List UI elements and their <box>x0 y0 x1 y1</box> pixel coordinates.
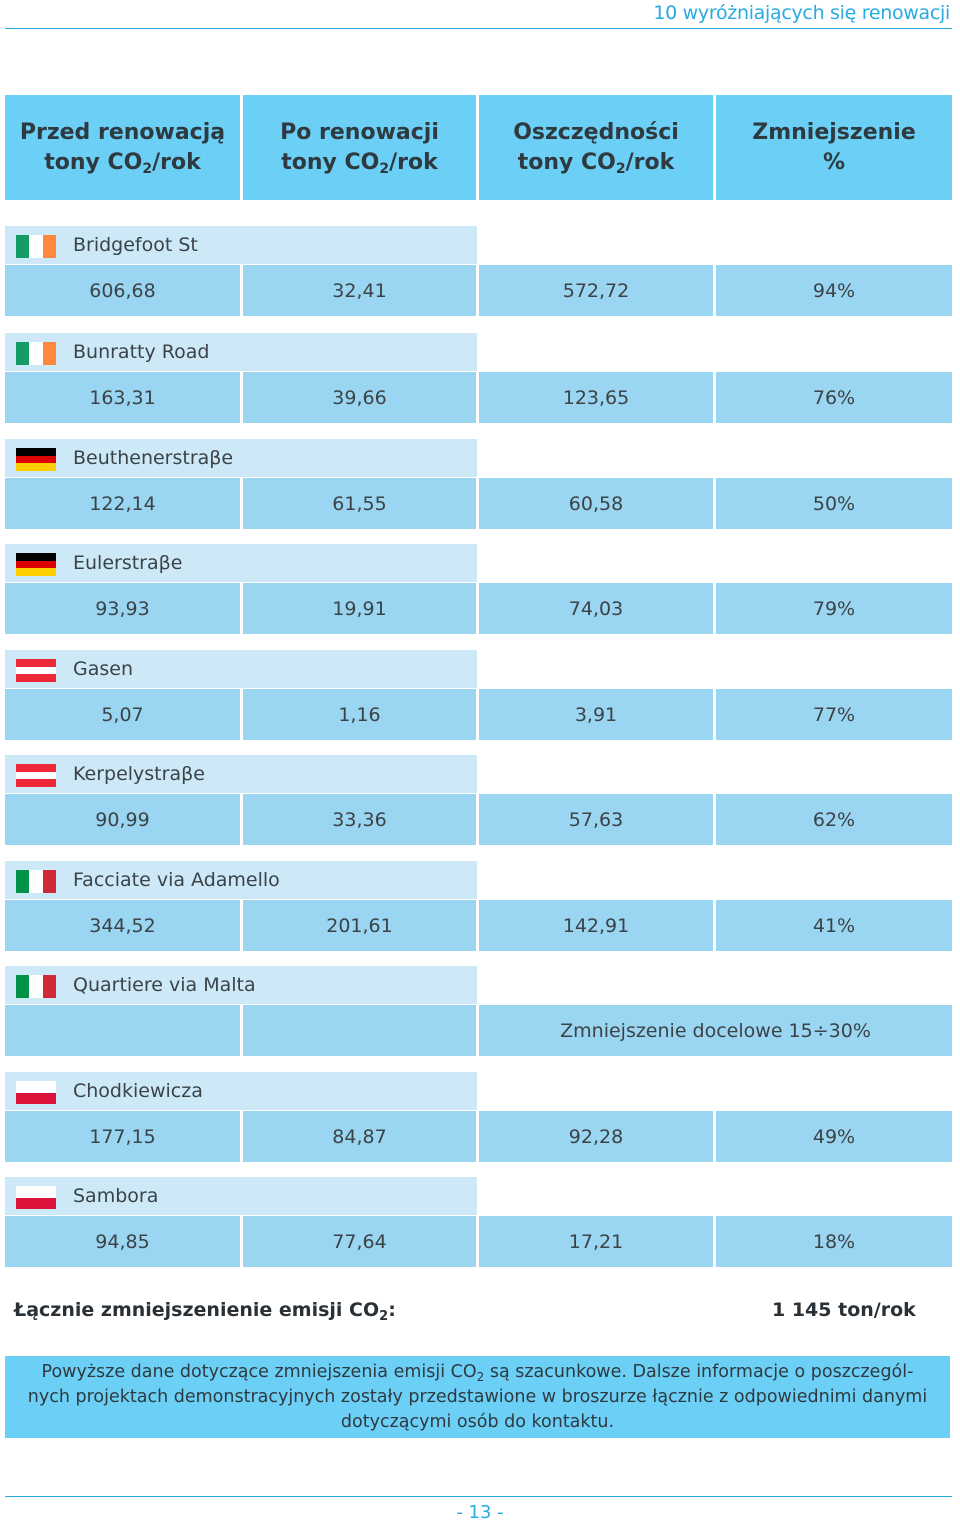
value-reduction: 18% <box>716 1216 952 1267</box>
value-before: 177,15 <box>5 1111 240 1162</box>
project-name-bar <box>5 226 477 264</box>
project-name-bar <box>5 1072 477 1110</box>
column-header-line2: tony $CO_2$/rok <box>44 149 201 177</box>
project-name: Quartiere via Malta <box>73 974 256 996</box>
value-savings: 142,91 <box>479 900 713 951</box>
table-row <box>5 755 952 845</box>
project-name: Gasen <box>73 658 133 680</box>
germany-flag <box>16 553 56 576</box>
column-header-line1: Zmniejszenie <box>752 119 916 145</box>
value-before: 5,07 <box>5 689 240 740</box>
value-before: 122,14 <box>5 478 240 529</box>
value-savings: 123,65 <box>479 372 713 423</box>
value-before: 606,68 <box>5 265 240 316</box>
table-row <box>5 966 952 1056</box>
project-name-bar <box>5 1177 477 1215</box>
value-before: 163,31 <box>5 372 240 423</box>
column-header-line1: Po renowacji <box>280 119 439 145</box>
value-reduction: 50% <box>716 478 952 529</box>
value-savings: 60,58 <box>479 478 713 529</box>
table-row <box>5 861 952 951</box>
value-after: 84,87 <box>243 1111 476 1162</box>
project-name: Bunratty Road <box>73 341 210 363</box>
project-name-bar <box>5 439 477 477</box>
table-row <box>5 1072 952 1162</box>
ireland-flag <box>16 235 56 258</box>
project-name: Sambora <box>73 1185 159 1207</box>
column-header <box>243 95 476 200</box>
column-header <box>479 95 713 200</box>
italy-flag <box>16 870 56 893</box>
project-name-bar <box>5 861 477 899</box>
value-reduction: 49% <box>716 1111 952 1162</box>
poland-flag <box>16 1081 56 1104</box>
value-savings: 57,63 <box>479 794 713 845</box>
empty-cell <box>243 1005 476 1056</box>
value-after: 39,66 <box>243 372 476 423</box>
table-row <box>5 226 952 316</box>
target-reduction: Zmniejszenie docelowe 15÷30% <box>479 1005 952 1056</box>
value-reduction: 94% <box>716 265 952 316</box>
column-header <box>5 95 240 200</box>
value-before: 94,85 <box>5 1216 240 1267</box>
page-number: - 13 - <box>456 1502 504 1523</box>
value-after: 33,36 <box>243 794 476 845</box>
project-name-bar <box>5 333 477 371</box>
project-name: Kerpelystraβe <box>73 763 205 785</box>
table-row <box>5 544 952 634</box>
page-header-title: 10 wyróżniających się renowacji <box>653 2 950 24</box>
project-name-bar <box>5 966 477 1004</box>
column-header-line2: tony $CO_2$/rok <box>281 149 438 177</box>
value-savings: 572,72 <box>479 265 713 316</box>
project-name: Facciate via Adamello <box>73 869 280 891</box>
value-savings: 3,91 <box>479 689 713 740</box>
project-name-bar <box>5 544 477 582</box>
value-savings: 74,03 <box>479 583 713 634</box>
table-row <box>5 333 952 423</box>
value-after: 77,64 <box>243 1216 476 1267</box>
ireland-flag <box>16 342 56 365</box>
value-reduction: 41% <box>716 900 952 951</box>
value-savings: 92,28 <box>479 1111 713 1162</box>
austria-flag <box>16 659 56 682</box>
project-name-bar <box>5 650 477 688</box>
project-name: Beuthenerstraβe <box>73 447 234 469</box>
column-header-line2: tony $CO_2$/rok <box>517 149 675 177</box>
note-box <box>5 1356 950 1438</box>
value-reduction: 62% <box>716 794 952 845</box>
table-header <box>5 95 952 200</box>
austria-flag <box>16 764 56 787</box>
project-name: Chodkiewicza <box>73 1080 203 1102</box>
value-after: 201,61 <box>243 900 476 951</box>
value-after: 19,91 <box>243 583 476 634</box>
header-divider <box>5 28 952 29</box>
table-row <box>5 650 952 740</box>
note-text: Powyższe dane dotyczące zmniejszenia emisji $CO_2$ są szacunkowe. Dalsze informacje o poszczegól- nych projektach demonstracyjnych zostały przedstawione w broszurze łącznie z odpowiednimi danymi dotyczącymi osób do kontaktu. <box>27 1361 928 1432</box>
value-before: 90,99 <box>5 794 240 845</box>
value-savings: 17,21 <box>479 1216 713 1267</box>
value-before: 93,93 <box>5 583 240 634</box>
column-header <box>716 95 952 200</box>
column-header-line2: % <box>822 149 846 175</box>
column-header-line1: Przed renowacją <box>19 119 226 145</box>
project-name-bar <box>5 755 477 793</box>
project-name: Bridgefoot St <box>73 234 198 256</box>
footer-divider <box>5 1496 952 1497</box>
value-reduction: 76% <box>716 372 952 423</box>
value-before: 344,52 <box>5 900 240 951</box>
value-reduction: 77% <box>716 689 952 740</box>
germany-flag <box>16 448 56 471</box>
project-name: Eulerstraβe <box>73 552 183 574</box>
table-row <box>5 439 952 529</box>
poland-flag <box>16 1186 56 1209</box>
value-after: 61,55 <box>243 478 476 529</box>
total-value: 1 145 ton/rok <box>772 1299 916 1321</box>
value-reduction: 79% <box>716 583 952 634</box>
value-after: 32,41 <box>243 265 476 316</box>
italy-flag <box>16 975 56 998</box>
column-header-line1: Oszczędności <box>513 119 679 145</box>
table-row <box>5 1177 952 1267</box>
empty-cell <box>5 1005 240 1056</box>
value-after: 1,16 <box>243 689 476 740</box>
total-label: Łącznie zmniejszenienie emisji $CO_2$: <box>14 1299 396 1324</box>
